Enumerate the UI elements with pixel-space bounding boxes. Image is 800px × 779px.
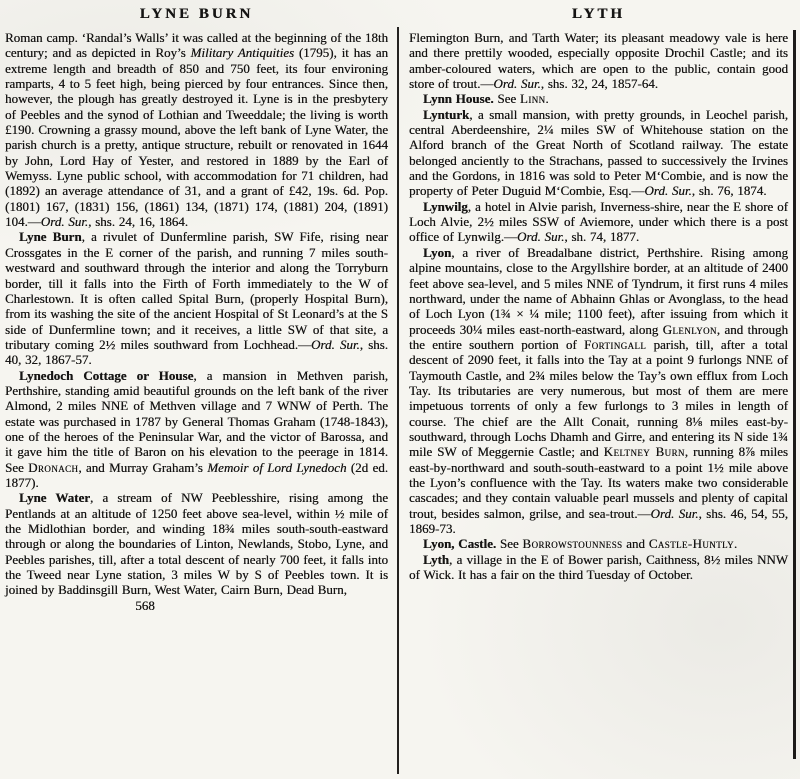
body-text: Flemington Burn, and Tarth Water; its pleasant meadowy vale is here and there prettily wooded, especially opposite Drochil Castle; and its amber-coloured waters, which are open to the public, contain good store of trout.—: [409, 30, 788, 92]
body-text: , sh. 74, 1877.: [564, 229, 640, 245]
body-text: , shs. 24, 16, 1864.: [88, 214, 188, 230]
body-text: , a mansion in Methven parish, Perthshire, standing amid beautiful grounds on the left bank of the river Almond, 2 miles NNE of Methven village and 7 WNW of Perth. The estate was purchased in 1787 by General Thomas Graham (1748-1843), one of the heroes of the Peninsular War, and the victor of Barossa, and it gave him the title of Baron on his elevation to the peerage in 1814. See: [5, 367, 388, 475]
body-text: , a small mansion, with pretty grounds, in Leochel parish, central Aberdeenshire, 2¼ miles SW of Whitehouse station on the Alford branch of the Great North of Scotland railway. The estate belonged anciently to the Strachans, passed to successively the Irvines and the Gordons, in 1816 was sold to Peter M‘Combie, and is now the property of Peter Duguid M‘Combie, Esq.—: [409, 106, 788, 199]
body-text: Roman camp. ‘Randal’s Walls’ it was called at the beginning of the 18th century; and as depicted in Roy’s: [5, 30, 388, 61]
body-text: , a village in the E of Bower parish, Caithness, 8½ miles NNW of Wick. It has a fair on the third Tuesday of October.: [409, 551, 788, 583]
entry-name: Lyon: [423, 244, 452, 260]
italic-citation: Ord. Sur.: [310, 336, 360, 352]
entry-paragraph: [409, 91, 788, 106]
right-column: [400, 4, 800, 613]
left-running-head: LYNE BURN: [139, 6, 254, 22]
body-text: , a river of Breadalbane district, Perthshire. Rising among alpine mountains, close to the Argyllshire border, at an altitude of 2400 feet above sea-level, and 5 miles NNE of Tyndrum, it first runs 4 miles northward, under the name of Abhainn Ghlas or Avonglass, to the head of Loch Lyon (1¾ × ¼ mile; 1100 feet), after issuing from which it proceeds 30¼ miles east-north-eastward, along: [409, 244, 788, 337]
cross-reference: Dronach: [28, 459, 79, 475]
cross-reference: Linn: [519, 91, 546, 107]
body-text: and: [622, 536, 649, 552]
entry-paragraph: [409, 30, 788, 91]
body-text: , a stream of NW Peeblesshire, rising among the Pentlands at an altitude of 1250 feet above sea-level, within ½ mile of the Midlothian border, and winding 18¾ miles south-south-eastward through or along the boundaries of Linton, Newlands, Stobo, Lyne, and Peebles parishes, till, after a total descent of nearly 700 feet, it falls into the Tweed near Lyne station, 3 miles W by S of Peebles town. It is joined by Baddinsgill Burn, West Water, Cairn Burn, Dead Burn,: [5, 490, 389, 598]
entry-paragraph: [409, 552, 788, 583]
italic-citation: Ord. Sur.: [517, 229, 565, 245]
cross-reference: Glenlyon: [662, 321, 717, 337]
body-text: (1795), it has an extreme length and breadth of 850 and 750 feet, its four environing ramparts, 4 to 5 feet high, being pierced by four entrances. Since then, however, the plough has greatly destroyed it. Lyne is in the presbytery of Peebles and the synod of Lothian and Tweeddale; the living is worth £190. Crowning a grassy mound, above the left bank of Lyne Water, the parish church is a pretty, antique structure, rebuilt or renovated in 1644 by John, Lord Hay of Yester, and restored in 1889 by the Earl of Wemyss. Lyne public school, with accommodation for 71 children, had (1892) an average attendance of 31, and a grant of £42, 19s. 6d. Pop. (1801) 167, (1831) 156, (1861) 134, (1871) 174, (1881) 204, (1891) 104.—: [5, 45, 389, 230]
body-text: , and through the entire southern portion of: [409, 321, 788, 352]
entry-name: Lyth: [423, 551, 450, 567]
entry-name: Lynwilg: [423, 198, 468, 214]
body-text: (2d ed. 1877).: [5, 459, 388, 490]
body-text: , shs. 40, 32, 1867-57.: [5, 336, 388, 368]
entry-paragraph: [5, 490, 388, 597]
body-text: .: [733, 536, 738, 552]
entry-name: Lynn House.: [423, 91, 494, 107]
italic-citation: Ord. Sur.: [40, 214, 89, 230]
entry-paragraph: [5, 368, 388, 491]
italic-citation: Memoir of Lord Lynedoch: [207, 459, 347, 475]
entry-name: Lyne Water: [19, 490, 90, 506]
body-text: See: [493, 91, 520, 107]
italic-citation: Ord. Sur.: [650, 505, 699, 521]
entry-name: Lyon, Castle.: [423, 536, 497, 552]
body-text: , shs. 46, 54, 55, 1869-73.: [409, 505, 789, 536]
left-column-text: [5, 30, 388, 598]
entry-paragraph: [409, 245, 788, 537]
cross-reference: Castle-Huntly: [648, 536, 734, 552]
left-column: [0, 4, 400, 613]
body-text: .: [545, 91, 549, 107]
right-column-text: [409, 30, 788, 582]
italic-citation: Military Antiquities: [190, 45, 295, 61]
body-text: , sh. 76, 1874.: [691, 183, 767, 199]
entry-name: Lynedoch Cottage or House: [19, 367, 194, 383]
body-text: , shs. 32, 24, 1857-64.: [540, 76, 658, 92]
entry-paragraph: [5, 229, 388, 367]
entry-paragraph: [409, 199, 788, 245]
body-text: , a hotel in Alvie parish, Inverness-shire, near the E shore of Loch Alvie, 2½ miles SSW of Aviemore, under which there is a post office of Lynwilg.—: [409, 198, 788, 245]
body-text: , running 8⅞ miles east-by-northward and south-south-eastward to a point 1½ mile above the Lyon’s confluence with the Tay. Its waters make two considerable cascades; and they contain valuable pearl mussels and plenty of capital trout, besides salmon, grilse, and sea-trout.—: [409, 444, 788, 521]
cross-reference: Fortingall: [584, 336, 647, 352]
italic-citation: Ord. Sur.: [493, 76, 541, 92]
body-text: parish, till, after a total descent of 2090 feet, it falls into the Tay at a point 9 furlongs NNE of Taymouth Castle, and 2¾ miles below the Tay’s own efflux from Loch Tay. Its tributaries are very numerous, but most of them are mere impetuous torrents of only a few furlongs to 3 miles in length of course. The chief are the Allt Conait, running 8⅛ miles east-by-southward, through Lochs Dhamh and Girre, and entering its N side 1¾ mile SW of Meggernie Castle; and: [409, 336, 788, 460]
page-number: 568: [135, 597, 155, 613]
entry-paragraph: [409, 107, 788, 199]
two-column-layout: [0, 4, 800, 613]
entry-paragraph: [409, 536, 788, 551]
entry-name: Lyne Burn: [19, 229, 82, 245]
right-running-head: LYTH: [571, 6, 626, 22]
body-text: , and Murray Graham’s: [78, 459, 208, 475]
cross-reference: Keltney Burn: [603, 444, 685, 460]
entry-name: Lynturk: [423, 106, 470, 122]
cross-reference: Borrowstounness: [522, 536, 623, 552]
entry-paragraph: [5, 30, 388, 229]
italic-citation: Ord. Sur.: [644, 183, 692, 199]
body-text: See: [496, 536, 523, 552]
body-text: , a rivulet of Dunfermline parish, SW Fife, rising near Crossgates in the E corner of the parish, and running 7 miles south-westward and southward through the interior and along the Torryburn border, till it falls into the Firth of Forth immediately to the W of Charlestown. It is often called Spital Burn, (properly Hospital Burn), from its washing the site of the ancient Hospital of St Leonard’s at the S side of Dunfermline town; and it receives, a little SW of that site, a tributary coming 2½ miles southward from Lochhead.—: [5, 229, 388, 352]
